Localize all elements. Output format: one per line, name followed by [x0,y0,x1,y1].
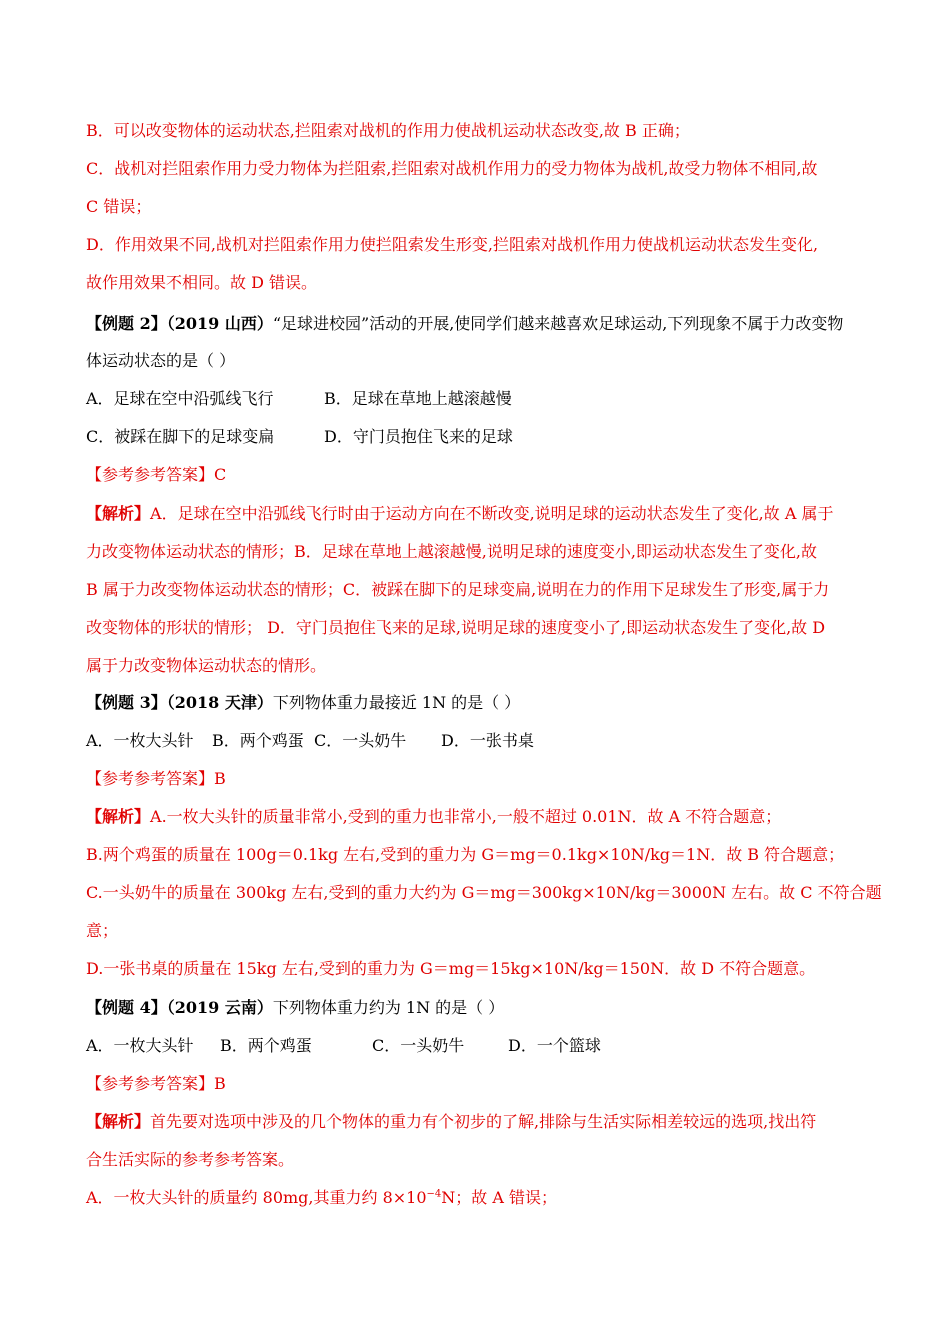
example-3-option-b: B．两个鸡蛋 [212,731,304,750]
example-3-options [86,730,534,752]
example-2-analysis-4: 改变物体的形状的情形； D．守门员抱住飞来的足球,说明足球的速度变小了,即运动状态发生了变化,故 D [86,618,826,637]
example-3-stem [86,692,520,714]
example-3-option-c: C．一头奶牛 [314,731,407,750]
example-3-analysis-4: 意； [86,921,119,940]
example-4-analysis-tag: 【解析】 [86,1112,151,1131]
example-3-analysis-1 [86,806,781,828]
example-4-stem-text: 下列物体重力约为 1N 的是（ ） [272,998,505,1017]
example-2-analysis-2: 力改变物体运动状态的情形；B．足球在草地上越滚越慢,说明足球的速度变小,即运动状态发生了变化,故 [86,542,818,561]
example-4-analysis-2: 合生活实际的参考参考答案。 [86,1150,295,1169]
example-4-analysis-3-exponent: −4 [426,1188,442,1200]
example-2-analysis-3: B 属于力改变物体运动状态的情形；C．被踩在脚下的足球变扁,说明在力的作用下足球发生了形变,属于力 [86,580,830,599]
example-3-stem-text: 下列物体重力最接近 1N 的是（ ） [272,693,521,712]
example-2-options-ab [86,388,512,410]
example-4-analysis-3-tail: N；故 A 错误； [441,1188,558,1207]
example-4-analysis-text: 首先要对选项中涉及的几个物体的重力有个初步的了解,排除与生活实际相差较远的选项,找出符 [150,1112,817,1131]
example-2-tag: 【例题 2】 [86,314,167,333]
example-4-option-a: A．一枚大头针 [86,1036,194,1055]
analysis-line-c-cont: C 错误； [86,197,152,216]
example-2-option-a: A．足球在空中沿弧线飞行 [86,389,274,408]
example-2-stem-cont: 体运动状态的是（ ） [86,351,236,370]
example-4-analysis-3-text: A．一枚大头针的质量约 80mg,其重力约 8×10 [86,1188,427,1207]
example-4-option-c: C．一头奶牛 [372,1036,465,1055]
example-4-options [86,1035,601,1057]
example-3-source: （2018 天津） [166,693,273,712]
example-2-option-b: B．足球在草地上越滚越慢 [324,389,512,408]
example-3-analysis-text: A.一枚大头针的质量非常小,受到的重力也非常小,一般不超过 0.01N．故 A 不符合题意； [150,807,782,826]
example-2-analysis-text: A．足球在空中沿弧线飞行时由于运动方向在不断改变,说明足球的运动状态发生了变化,故 A 属于 [150,504,834,523]
analysis-line-c: C．战机对拦阻索作用力受力物体为拦阻索,拦阻索对战机作用力的受力物体为战机,故受力物体不相同,故 [86,159,818,178]
analysis-line-b: B．可以改变物体的运动状态,拦阻索对战机的作用力使战机运动状态改变,故 B 正确； [86,121,690,140]
example-2-analysis-1 [86,503,833,525]
example-3-answer: 【参考参考答案】B [86,769,226,788]
example-3-option-d: D．一张书桌 [441,731,534,750]
example-2-option-c: C．被踩在脚下的足球变扁 [86,427,275,446]
example-2-analysis-5: 属于力改变物体运动状态的情形。 [86,656,327,675]
example-4-source: （2019 云南） [166,998,273,1017]
example-2-answer: 【参考参考答案】C [86,465,227,484]
example-3-analysis-5: D.一张书桌的质量在 15kg 左右,受到的重力为 G＝mg＝15kg×10N/kg＝150N．故 D 不符合题意。 [86,959,816,978]
example-3-option-a: A．一枚大头针 [86,731,194,750]
analysis-line-d-cont: 故作用效果不相同。故 D 错误。 [86,273,318,292]
example-3-analysis-3: C.一头奶牛的质量在 300kg 左右,受到的重力大约为 G＝mg＝300kg×10N/kg＝3000N 左右。故 C 不符合题 [86,883,882,902]
example-4-option-b: B．两个鸡蛋 [220,1036,312,1055]
example-2-stem [86,313,843,335]
example-2-options-cd [86,426,513,448]
example-4-answer: 【参考参考答案】B [86,1074,226,1093]
example-4-option-d: D．一个篮球 [508,1036,601,1055]
example-4-stem [86,997,504,1019]
example-2-stem-text: “足球进校园”活动的开展,使同学们越来越喜欢足球运动,下列现象不属于力改变物 [272,314,844,333]
example-2-analysis-tag: 【解析】 [86,504,151,523]
example-4-analysis-1 [86,1111,816,1133]
example-3-analysis-tag: 【解析】 [86,807,151,826]
analysis-line-d: D．作用效果不同,战机对拦阻索作用力使拦阻索发生形变,拦阻索对战机作用力使战机运动状态发生变化, [86,235,819,254]
example-3-tag: 【例题 3】 [86,693,167,712]
example-4-tag: 【例题 4】 [86,998,167,1017]
example-2-option-d: D．守门员抱住飞来的足球 [324,427,513,446]
example-3-analysis-2: B.两个鸡蛋的质量在 100g＝0.1kg 左右,受到的重力为 G＝mg＝0.1kg×10N/kg＝1N．故 B 符合题意； [86,845,845,864]
example-2-source: （2019 山西） [166,314,273,333]
example-4-analysis-3 [86,1187,557,1209]
